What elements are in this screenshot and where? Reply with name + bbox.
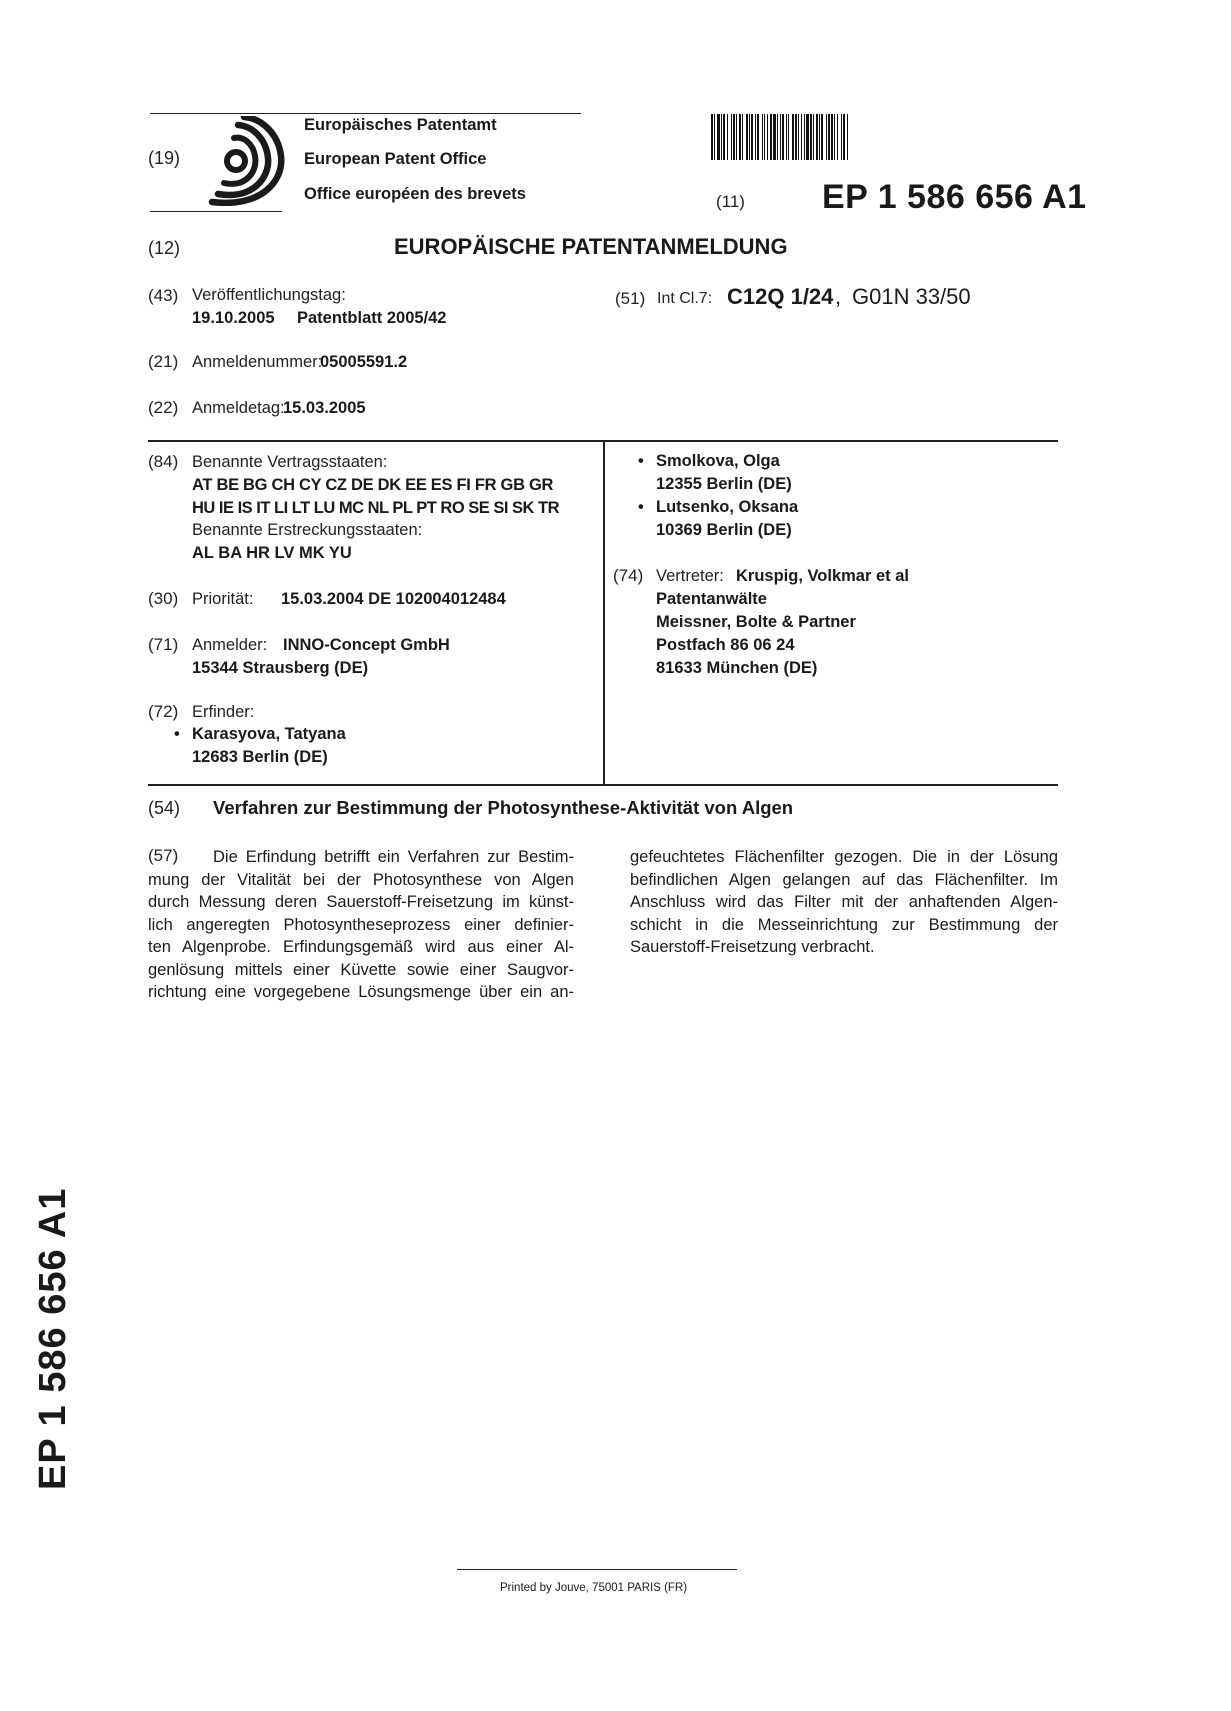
office-name-fr: Office européen des brevets xyxy=(304,185,526,203)
field-code-22: (22) xyxy=(148,398,179,417)
filing-date: 15.03.2005 xyxy=(283,399,366,417)
field-code-71: (71) xyxy=(148,635,179,654)
representative-line: Meissner, Bolte & Partner xyxy=(656,613,856,631)
int-class-primary: C12Q 1/24 xyxy=(727,284,834,309)
field-code-19: (19) xyxy=(148,148,181,168)
invention-title: Verfahren zur Bestimmung der Photosynthese-Aktivität von Algen xyxy=(213,797,794,818)
field-code-57: (57) xyxy=(148,846,179,865)
inventor-name: Lutsenko, Oksana xyxy=(656,498,799,516)
field-code-30: (30) xyxy=(148,589,179,608)
field-code-84: (84) xyxy=(148,452,179,471)
abstract-right-column xyxy=(630,846,1058,959)
field-code-51: (51) xyxy=(615,289,646,308)
office-name-de: Europäisches Patentamt xyxy=(304,116,497,134)
field-code-21: (21) xyxy=(148,352,179,371)
header-rule-top-left xyxy=(150,113,282,114)
inventor-address: 12355 Berlin (DE) xyxy=(656,475,792,493)
designated-states-line1: AT BE BG CH CY CZ DE DK EE ES FI FR GB GR xyxy=(192,476,554,494)
applicant-name: INNO-Concept GmbH xyxy=(283,636,450,654)
representative-line: Postfach 86 06 24 xyxy=(656,636,795,654)
representative-line: 81633 München (DE) xyxy=(656,659,818,677)
inventor-address: 10369 Berlin (DE) xyxy=(656,521,792,539)
designated-states-label: Benannte Vertragsstaaten: xyxy=(192,453,388,471)
applicant-label: Anmelder: xyxy=(192,636,268,654)
header-rule-bottom xyxy=(150,211,282,212)
barcode xyxy=(711,114,1052,160)
abstract-line: schicht in die Messeinrichtung zur Bestimmung der xyxy=(630,915,1058,934)
abstract-line: genlösung mittels einer Küvette sowie einer Saugvor- xyxy=(148,960,574,979)
field-code-43: (43) xyxy=(148,286,179,305)
designated-states-line2: HU IE IS IT LI LT LU MC NL PL PT RO SE SI SK TR xyxy=(192,499,560,517)
field-code-11: (11) xyxy=(716,192,745,211)
inventor-entry xyxy=(638,498,799,517)
field-code-54: (54) xyxy=(148,798,181,818)
abstract-line: mung der Vitalität bei der Photosynthese von Algen xyxy=(148,870,574,889)
barcode-bar xyxy=(848,114,849,160)
abstract-line: durch Messung deren Sauerstoff-Freisetzung im künst- xyxy=(148,893,574,911)
extension-states-label: Benannte Erstreckungsstaaten: xyxy=(192,521,423,539)
inventor-name: Smolkova, Olga xyxy=(656,452,780,470)
inventor-label: Erfinder: xyxy=(192,703,255,721)
field-code-74: (74) xyxy=(613,566,644,585)
publication-date-label: Veröffentlichungstag: xyxy=(192,286,346,304)
application-number-label: Anmeldenummer: xyxy=(192,353,323,371)
int-class-separator: , xyxy=(835,284,842,309)
side-publication-number: EP 1 586 656 A1 xyxy=(32,1187,74,1490)
abstract-line: Anschluss wird das Filter mit der anhaftenden Algen- xyxy=(630,893,1058,911)
document-type: EUROPÄISCHE PATENTANMELDUNG xyxy=(394,234,788,259)
header-rule-top-right xyxy=(282,113,581,114)
field-code-72: (72) xyxy=(148,702,179,721)
abstract-line: lich angeregten Photosyntheseprozess einer definier- xyxy=(148,915,574,934)
priority-value: 15.03.2004 DE 102004012484 xyxy=(281,590,506,608)
biblio-rule-bottom xyxy=(148,784,1058,786)
application-number: 05005591.2 xyxy=(320,353,408,371)
biblio-column-divider xyxy=(603,441,605,785)
abstract-line: gefeuchtetes Flächenfilter gezogen. Die in der Lösung xyxy=(630,848,1058,866)
representative-line: Kruspig, Volkmar et al xyxy=(736,567,909,585)
patent-bulletin: Patentblatt 2005/42 xyxy=(297,309,447,327)
printer-note: Printed by Jouve, 75001 PARIS (FR) xyxy=(500,1582,688,1594)
abstract-line: richtung eine vorgegebene Lösungsmenge über ein an- xyxy=(148,983,574,1001)
int-class-label: Int Cl.7: xyxy=(657,290,713,307)
abstract-line: Die Erfindung betrifft ein Verfahren zur Bestim- xyxy=(213,848,574,866)
abstract-line: ten Algenprobe. Erfindungsgemäß wird aus einer Al- xyxy=(148,938,574,956)
inventor-entry xyxy=(638,452,780,471)
representative-line: Patentanwälte xyxy=(656,590,767,608)
publication-date: 19.10.2005 xyxy=(192,309,275,327)
extension-states: AL BA HR LV MK YU xyxy=(192,544,352,562)
inventor-entry xyxy=(174,725,346,744)
epo-logo-icon xyxy=(208,116,286,206)
field-code-12: (12) xyxy=(148,238,181,258)
abstract-line: befindlichen Algen gelangen auf das Flächenfilter. Im xyxy=(630,870,1058,889)
inventor-address: 12683 Berlin (DE) xyxy=(192,748,328,766)
int-class-secondary: G01N 33/50 xyxy=(852,284,971,309)
office-name-en: European Patent Office xyxy=(304,150,487,168)
abstract-left-column xyxy=(148,846,574,1004)
inventor-name: Karasyova, Tatyana xyxy=(192,725,346,743)
publication-number: EP 1 586 656 A1 xyxy=(822,178,1087,216)
bullet-icon: • xyxy=(638,498,644,516)
bullet-icon: • xyxy=(638,452,644,470)
footer-rule xyxy=(457,1569,737,1570)
filing-date-label: Anmeldetag: xyxy=(192,399,285,417)
representative-label: Vertreter: xyxy=(656,567,724,585)
abstract-line: Sauerstoff-Freisetzung verbracht. xyxy=(630,938,875,956)
applicant-address: 15344 Strausberg (DE) xyxy=(192,659,369,677)
bullet-icon: • xyxy=(174,725,180,743)
priority-label: Priorität: xyxy=(192,590,254,608)
